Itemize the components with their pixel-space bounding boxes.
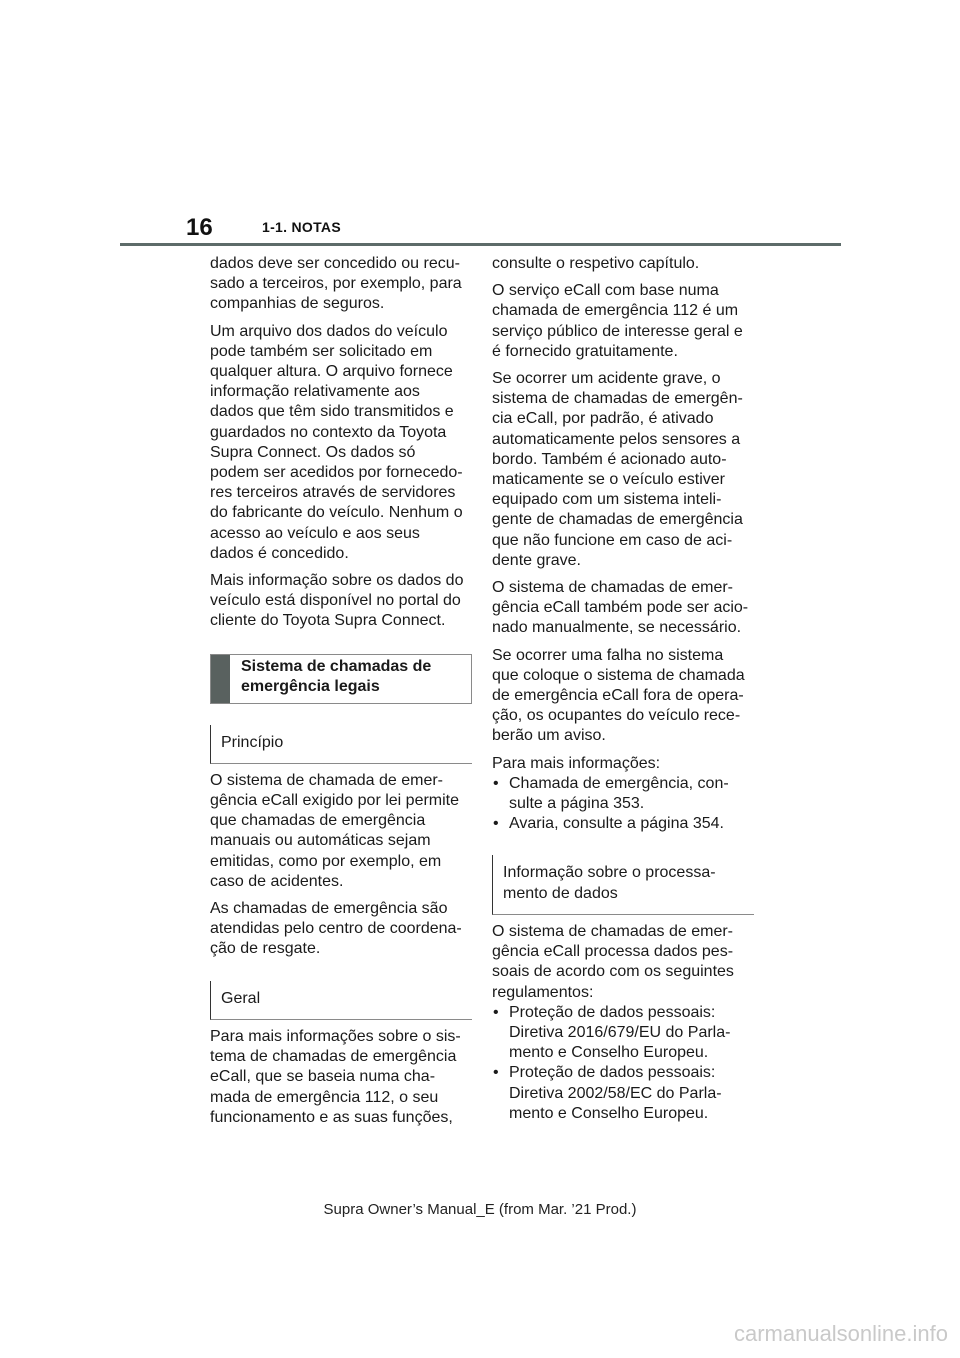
text-line: cliente do Toyota Supra Connect. bbox=[210, 612, 446, 630]
text-line: O sistema de chamadas de emer- bbox=[492, 922, 733, 940]
text-line: automaticamente pelos sensores a bbox=[492, 430, 741, 448]
text-line: que chamadas de emergência bbox=[210, 812, 426, 830]
bullet-item bbox=[492, 1063, 754, 1124]
subheading-geral: Geral bbox=[210, 981, 472, 1020]
text-line: guardados no contexto da Toyota bbox=[210, 423, 447, 441]
text-line: sistema de chamadas de emergên- bbox=[492, 390, 743, 408]
paragraph bbox=[492, 369, 754, 571]
paragraph bbox=[210, 322, 472, 564]
text-line: soais de acordo com os seguintes bbox=[492, 963, 734, 981]
bullet-list bbox=[492, 774, 754, 835]
text-line: gente de chamadas de emergência bbox=[492, 511, 743, 529]
paragraph bbox=[210, 1027, 472, 1128]
text-line: berão um aviso. bbox=[492, 727, 606, 745]
paragraph bbox=[492, 754, 754, 774]
text-line: Supra Connect. Os dados só bbox=[210, 443, 416, 461]
text-line: de emergência eCall fora de opera- bbox=[492, 687, 744, 705]
text-line: é fornecido gratuitamente. bbox=[492, 342, 678, 360]
text-line: regulamentos: bbox=[492, 983, 594, 1001]
right-column bbox=[492, 254, 754, 1131]
text-line: bordo. Também é acionado auto- bbox=[492, 450, 727, 468]
text-line: ção de resgate. bbox=[210, 940, 321, 958]
paragraph bbox=[492, 281, 754, 362]
text-line: dados é concedido. bbox=[210, 544, 349, 562]
text-line: cia eCall, por padrão, é ativado bbox=[492, 410, 714, 428]
text-line: chamada de emergência 112 é um bbox=[492, 302, 739, 320]
subheading-principio: Princípio bbox=[210, 725, 472, 764]
section-heading bbox=[210, 654, 472, 704]
paragraph bbox=[492, 922, 754, 1003]
bullet-item bbox=[492, 814, 754, 834]
text-line: • Proteção de dados pessoais: bbox=[509, 1003, 716, 1021]
text-line: dente grave. bbox=[492, 551, 581, 569]
text-line: funcionamento e as suas funções, bbox=[210, 1108, 453, 1126]
text-line: • Avaria, consulte a página 354. bbox=[509, 815, 724, 833]
text-line: informação relativamente aos bbox=[210, 383, 420, 401]
text-line: qualquer altura. O arquivo fornece bbox=[210, 363, 453, 381]
text-line: mento de dados bbox=[503, 884, 618, 902]
text-line: Diretiva 2002/58/EC do Parla- bbox=[509, 1084, 722, 1102]
text-line: Se ocorrer um acidente grave, o bbox=[492, 370, 721, 388]
paragraph bbox=[492, 646, 754, 747]
paragraph bbox=[210, 771, 472, 892]
text-line: Mais informação sobre os dados do bbox=[210, 572, 464, 590]
heading-bar bbox=[211, 655, 230, 703]
text-line: eCall, que se baseia numa cha- bbox=[210, 1068, 436, 1086]
section-title: 1-1. NOTAS bbox=[262, 219, 341, 235]
text-line: Diretiva 2016/679/EU do Parla- bbox=[509, 1023, 731, 1041]
text-line: • Proteção de dados pessoais: bbox=[509, 1064, 716, 1082]
text-line: sado a terceiros, por exemplo, para bbox=[210, 275, 462, 293]
text-line: acesso ao veículo e aos seus bbox=[210, 524, 420, 542]
text-line: mada de emergência 112, o seu bbox=[210, 1088, 439, 1106]
text-line: atendidas pelo centro de coordena- bbox=[210, 920, 462, 938]
text-line: Para mais informações: bbox=[492, 754, 661, 772]
header-rule bbox=[120, 243, 841, 246]
text-line: dados que têm sido transmitidos e bbox=[210, 403, 454, 421]
text-line: pode também ser solicitado em bbox=[210, 342, 433, 360]
text-line: mento e Conselho Europeu. bbox=[509, 1104, 709, 1122]
text-line: O sistema de chamada de emer- bbox=[210, 771, 443, 789]
text-line: equipado com um sistema inteli- bbox=[492, 491, 722, 509]
bullet-item bbox=[492, 1003, 754, 1064]
text-line: nado manualmente, se necessário. bbox=[492, 619, 742, 637]
text-line: mento e Conselho Europeu. bbox=[509, 1044, 709, 1062]
text-line: veículo está disponível no portal do bbox=[210, 592, 461, 610]
text-line: companhias de seguros. bbox=[210, 295, 385, 313]
text-line: Um arquivo dos dados do veículo bbox=[210, 322, 448, 340]
text-line: As chamadas de emergência são bbox=[210, 900, 448, 918]
section-heading-text bbox=[230, 655, 431, 703]
bullet-item bbox=[492, 774, 754, 814]
text-line: manuais ou automáticas sejam bbox=[210, 832, 431, 850]
watermark: carmanualsonline.info bbox=[733, 1321, 948, 1346]
text-line: gência eCall exigido por lei permite bbox=[210, 792, 460, 810]
text-line: • Chamada de emergência, con- bbox=[509, 774, 729, 792]
text-line: Sistema de chamadas de bbox=[241, 657, 432, 675]
paragraph bbox=[210, 899, 472, 960]
text-line: Para mais informações sobre o sis- bbox=[210, 1027, 461, 1045]
paragraph bbox=[492, 254, 754, 274]
text-line: do fabricante do veículo. Nenhum o bbox=[210, 504, 463, 522]
text-line: O serviço eCall com base numa bbox=[492, 282, 719, 300]
paragraph bbox=[210, 254, 472, 315]
text-line: gência eCall processa dados pes- bbox=[492, 943, 734, 961]
text-line: res terceiros através de servidores bbox=[210, 484, 456, 502]
text-line: tema de chamadas de emergência bbox=[210, 1048, 457, 1066]
text-line: ção, os ocupantes do veículo rece- bbox=[492, 707, 741, 725]
subheading-processamento bbox=[492, 855, 754, 914]
footer: Supra Owner’s Manual_E (from Mar. ’21 Prod.) bbox=[323, 1201, 637, 1218]
text-line: gência eCall também pode ser acio- bbox=[492, 599, 749, 617]
left-column bbox=[210, 254, 472, 1135]
paragraph bbox=[210, 571, 472, 632]
text-line: O sistema de chamadas de emer- bbox=[492, 579, 733, 597]
text-line: Informação sobre o processa- bbox=[503, 864, 716, 882]
text-line: que coloque o sistema de chamada bbox=[492, 666, 745, 684]
text-line: que não funcione em caso de aci- bbox=[492, 531, 733, 549]
text-line: maticamente se o veículo estiver bbox=[492, 471, 725, 489]
paragraph bbox=[492, 578, 754, 639]
text-line: podem ser acedidos por fornecedo- bbox=[210, 464, 463, 482]
text-line: caso de acidentes. bbox=[210, 872, 344, 890]
text-line: consulte o respetivo capítulo. bbox=[492, 255, 700, 272]
text-line: emergência legais bbox=[241, 677, 380, 695]
text-line: emitidas, como por exemplo, em bbox=[210, 852, 442, 870]
page-number: 16 bbox=[186, 214, 213, 241]
text-line: sulte a página 353. bbox=[509, 795, 645, 813]
text-line: Se ocorrer uma falha no sistema bbox=[492, 646, 724, 664]
text-line: dados deve ser concedido ou recu- bbox=[210, 255, 460, 272]
bullet-list bbox=[492, 1003, 754, 1124]
text-line: serviço público de interesse geral e bbox=[492, 322, 743, 340]
